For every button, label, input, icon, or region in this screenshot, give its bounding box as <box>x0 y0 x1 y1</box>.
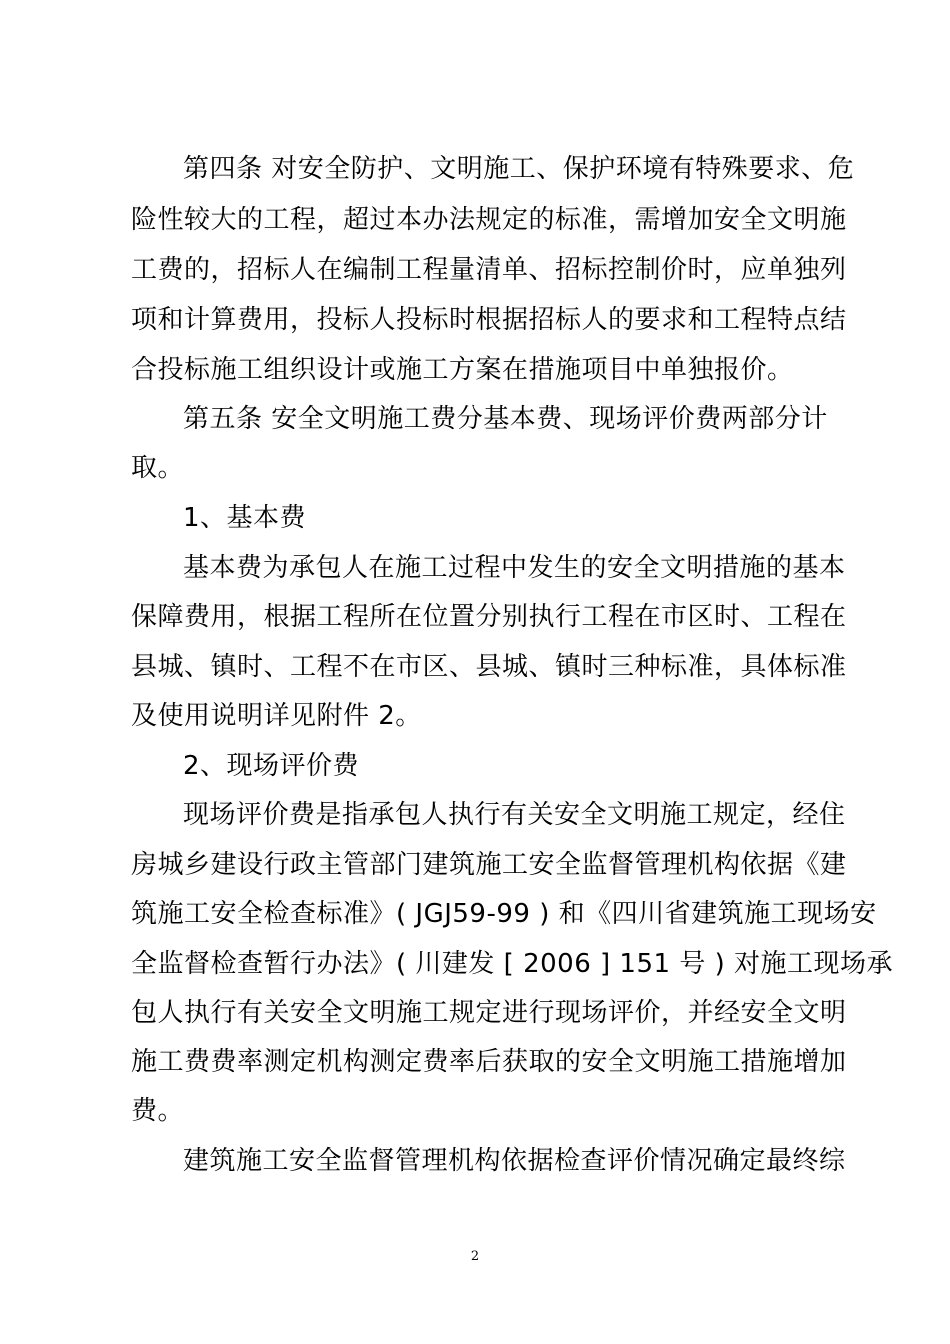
paragraph-line: 全监督检查暂行办法》( 川建发 [ 2006 ] 151 号 ) 对施工现场承 <box>131 949 893 979</box>
paragraph-line: 现场评价费是指承包人执行有关安全文明施工规定，经住 <box>183 800 846 830</box>
paragraph-line: 筑施工安全检查标准》( JGJ59-99 ) 和《四川省建筑施工现场安 <box>131 899 877 929</box>
paragraph-line: 取。 <box>131 453 185 483</box>
paragraph-line: 费。 <box>131 1096 185 1126</box>
paragraph-line: 险性较大的工程，超过本办法规定的标准，需增加安全文明施 <box>131 205 847 235</box>
paragraph-line: 第五条 安全文明施工费分基本费、现场评价费两部分计 <box>183 404 828 434</box>
paragraph-line: 房城乡建设行政主管部门建筑施工安全监督管理机构依据《建 <box>131 850 847 880</box>
section-heading: 2、现场评价费 <box>183 751 360 781</box>
paragraph-line: 建筑施工安全监督管理机构依据检查评价情况确定最终综 <box>183 1146 846 1176</box>
paragraph-line: 基本费为承包人在施工过程中发生的安全文明措施的基本 <box>183 553 846 583</box>
paragraph-line: 及使用说明详见附件 2。 <box>131 701 422 731</box>
paragraph-line: 合投标施工组织设计或施工方案在措施项目中单独报价。 <box>131 355 794 385</box>
paragraph-line: 保障费用，根据工程所在位置分别执行工程在市区时、工程在 <box>131 602 847 632</box>
paragraph-line: 施工费费率测定机构测定费率后获取的安全文明施工措施增加 <box>131 1047 847 1077</box>
section-heading: 1、基本费 <box>183 503 307 533</box>
paragraph-line: 第四条 对安全防护、文明施工、保护环境有特殊要求、危 <box>183 154 855 184</box>
paragraph-line: 工费的，招标人在编制工程量清单、招标控制价时，应单独列 <box>131 255 847 285</box>
paragraph-line: 县城、镇时、工程不在市区、县城、镇时三种标准，具体标准 <box>131 652 847 682</box>
paragraph-line: 包人执行有关安全文明施工规定进行现场评价，并经安全文明 <box>131 998 847 1028</box>
paragraph-line: 项和计算费用，投标人投标时根据招标人的要求和工程特点结 <box>131 305 847 335</box>
page-number: 2 <box>470 1249 480 1264</box>
